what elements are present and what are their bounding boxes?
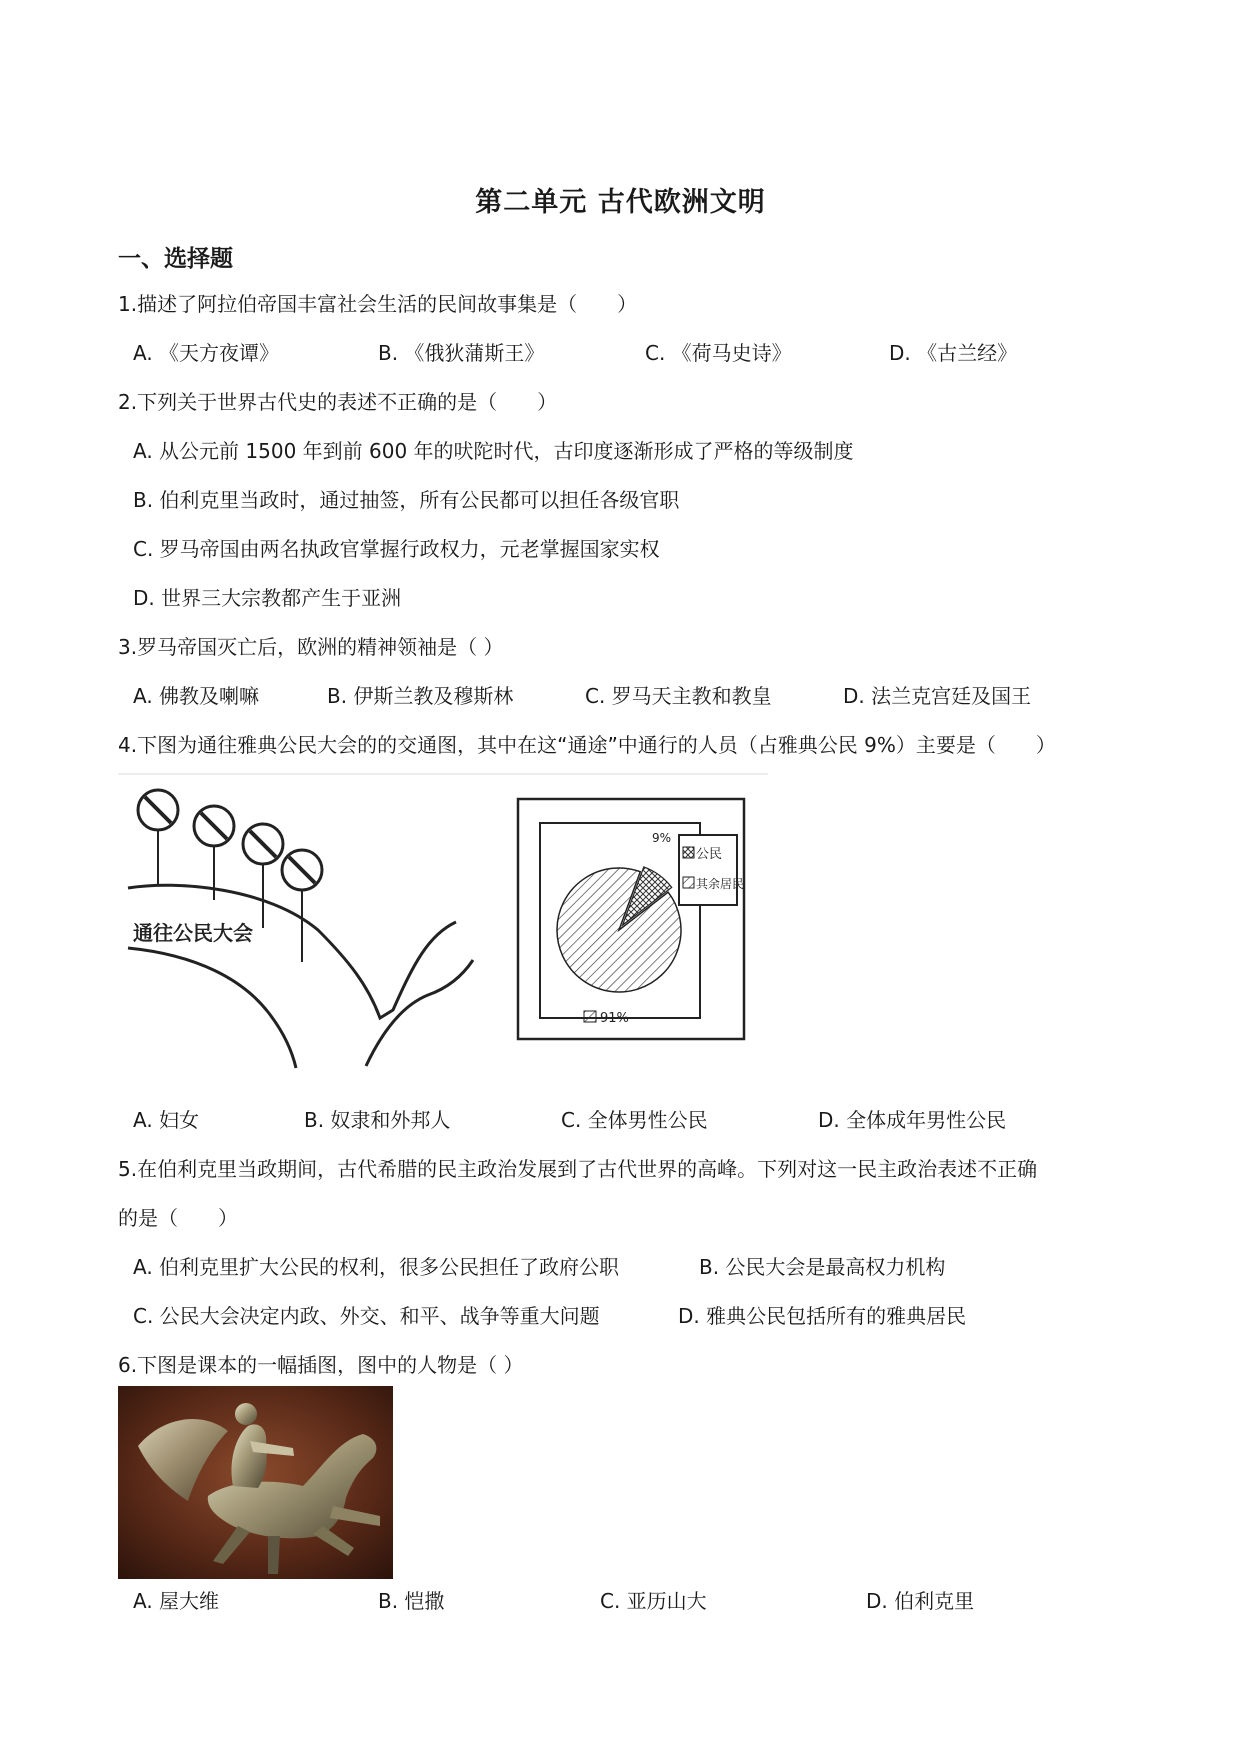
question-4-option-b[interactable]: B. 奴隶和外邦人 [304, 1108, 451, 1132]
road-label: 通往公民大会 [133, 921, 253, 945]
question-1-option-c[interactable]: C. 《荷马史诗》 [645, 341, 792, 365]
pie-slice-small-label: 9% [652, 831, 672, 845]
question-3-option-b[interactable]: B. 伊斯兰教及穆斯林 [327, 684, 514, 708]
question-4-option-d[interactable]: D. 全体成年男性公民 [818, 1108, 1007, 1132]
question-4-option-a[interactable]: A. 妇女 [133, 1108, 200, 1132]
question-5-option-a[interactable]: A. 伯利克里扩大公民的权利，很多公民担任了政府公职 [133, 1255, 620, 1279]
question-4-option-c[interactable]: C. 全体男性公民 [561, 1108, 708, 1132]
question-5-option-b[interactable]: B. 公民大会是最高权力机构 [699, 1255, 946, 1279]
question-5-option-d[interactable]: D. 雅典公民包括所有的雅典居民 [678, 1304, 967, 1328]
question-2-option-c[interactable]: C. 罗马帝国由两名执政官掌握行政权力，元老掌握国家实权 [133, 537, 660, 561]
question-5-option-c[interactable]: C. 公民大会决定内政、外交、和平、战争等重大问题 [133, 1304, 600, 1328]
question-6-option-d[interactable]: D. 伯利克里 [866, 1589, 975, 1613]
question-6-option-a[interactable]: A. 屋大维 [133, 1589, 220, 1613]
question-1-option-d[interactable]: D. 《古兰经》 [889, 341, 1018, 365]
question-2-stem: 2.下列关于世界古代史的表述不正确的是（ ） [118, 390, 558, 414]
question-5-stem-line1: 5.在伯利克里当政期间，古代希腊的民主政治发展到了古代世界的高峰。下列对这一民主政治表述不正确 [118, 1157, 1038, 1181]
page-title: 第二单元 古代欧洲文明 [475, 187, 766, 218]
question-6-stem: 6.下图是课本的一幅插图，图中的人物是（ ） [118, 1353, 524, 1377]
legend-item-citizens: 公民 [696, 847, 723, 862]
legend-item-other-residents: 其余居民 [696, 877, 745, 891]
prohibition-sign-icon [138, 790, 178, 830]
question-6-option-c[interactable]: C. 亚历山大 [600, 1589, 707, 1613]
pie-chart-figure [514, 795, 754, 1045]
question-3-option-d[interactable]: D. 法兰克宫廷及国王 [843, 684, 1032, 708]
question-2-option-d[interactable]: D. 世界三大宗教都产生于亚洲 [133, 586, 402, 610]
prohibition-sign-icon [282, 850, 322, 890]
question-1-stem: 1.描述了阿拉伯帝国丰富社会生活的民间故事集是（ ） [118, 292, 638, 316]
question-4-stem: 4.下图为通往雅典公民大会的的交通图，其中在这“通途”中通行的人员（占雅典公民 9%）主要是（ ） [118, 733, 1056, 757]
question-6-option-b[interactable]: B. 恺撒 [378, 1589, 445, 1613]
question-5-stem-line2: 的是（ ） [118, 1206, 238, 1230]
pie-legend [679, 835, 744, 905]
question-1-option-a[interactable]: A. 《天方夜谭》 [133, 341, 280, 365]
question-3-option-a[interactable]: A. 佛教及喇嘛 [133, 684, 260, 708]
pie-slice-large-label: 91% [600, 1011, 629, 1026]
prohibition-sign-icon [243, 824, 283, 864]
equestrian-statue-image [118, 1386, 393, 1579]
section-heading: 一、选择题 [118, 246, 233, 272]
question-2-option-b[interactable]: B. 伯利克里当政时，通过抽签，所有公民都可以担任各级官职 [133, 488, 680, 512]
question-1-option-b[interactable]: B. 《俄狄蒲斯王》 [378, 341, 545, 365]
question-3-stem: 3.罗马帝国灭亡后，欧洲的精神领袖是（ ） [118, 635, 504, 659]
question-2-option-a[interactable]: A. 从公元前 1500 年到前 600 年的吠陀时代，古印度逐渐形成了严格的等级制度 [133, 439, 854, 463]
question-3-option-c[interactable]: C. 罗马天主教和教皇 [585, 684, 772, 708]
prohibition-sign-icon [194, 806, 234, 846]
